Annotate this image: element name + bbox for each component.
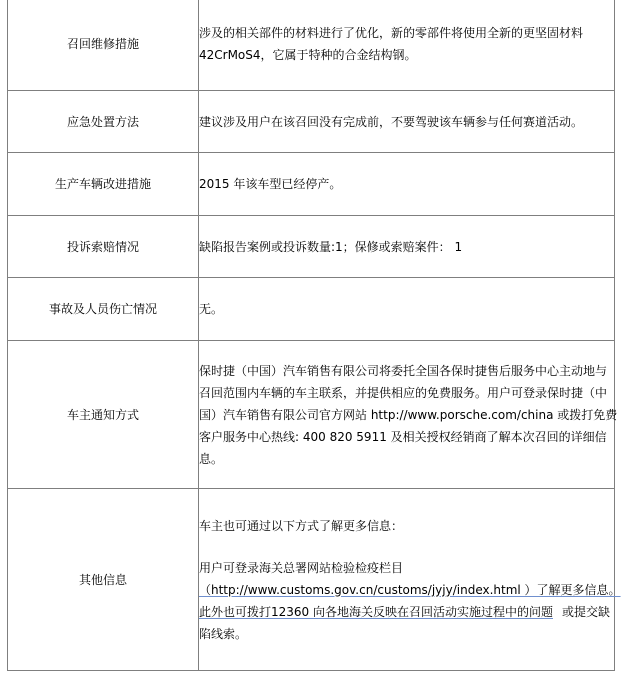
last-line: 陷线索。 bbox=[199, 626, 248, 641]
row-value bbox=[199, 153, 615, 216]
row-value bbox=[199, 0, 615, 91]
row-label: 生产车辆改进措施 bbox=[8, 153, 199, 216]
customs-url-line bbox=[199, 579, 621, 601]
customs-website-link[interactable]: （http://www.customs.gov.cn/customs/jyjy/index.html ）了解更多信息。 bbox=[199, 582, 621, 597]
hotline-text: 此外也可拨打12360 向各地海关反映在召回活动实施过程中的问题 bbox=[199, 604, 553, 619]
value-line: 国）汽车销售有限公司官方网站 http://www.porsche.com/china 或拨打免费 bbox=[199, 407, 618, 422]
row-value bbox=[199, 216, 615, 278]
value-line: 息。 bbox=[199, 451, 224, 466]
table-row bbox=[8, 0, 615, 91]
row-label: 投诉索赔情况 bbox=[8, 216, 199, 278]
row-label: 召回维修措施 bbox=[8, 0, 199, 91]
value-line: 无。 bbox=[199, 302, 224, 316]
row-value bbox=[199, 341, 618, 489]
value-line: 召回范围内车辆的车主联系，并提供相应的免费服务。用户可登录保时捷（中 bbox=[199, 385, 608, 400]
table-row bbox=[8, 278, 615, 341]
customs-line: 用户可登录海关总署网站检验检疫栏目 bbox=[199, 560, 404, 575]
value-line: 客户服务中心热线: 400 820 5911 及相关授权经销商了解本次召回的详细信 bbox=[199, 429, 607, 444]
table-row bbox=[8, 341, 615, 489]
hotline-line bbox=[199, 601, 614, 623]
row-value bbox=[199, 278, 615, 341]
row-label: 其他信息 bbox=[8, 489, 199, 671]
other-info-intro: 车主也可通过以下方式了解更多信息： bbox=[199, 518, 404, 533]
table-row bbox=[8, 91, 615, 153]
table-row bbox=[8, 489, 615, 671]
hotline-suffix: 或提交缺 bbox=[562, 604, 611, 619]
blank-line bbox=[199, 537, 614, 557]
row-label: 车主通知方式 bbox=[8, 341, 199, 489]
recall-info-table bbox=[7, 0, 621, 671]
value-line: 涉及的相关部件的材料进行了优化，新的零部件将使用全新的更坚固材料 bbox=[199, 25, 584, 40]
row-value bbox=[199, 91, 615, 153]
value-line: 2015 年该车型已经停产。 bbox=[199, 177, 342, 191]
row-label: 事故及人员伤亡情况 bbox=[8, 278, 199, 341]
value-line: 缺陷报告案例或投诉数量:1；保修或索赔案件： 1 bbox=[199, 239, 463, 254]
table-row bbox=[8, 153, 615, 216]
value-line: 42CrMoS4，它属于特种的合金结构钢。 bbox=[199, 47, 417, 62]
value-line: 保时捷（中国）汽车销售有限公司将委托全国各保时捷售后服务中心主动地与 bbox=[199, 363, 608, 378]
value-line: 建议涉及用户在该召回没有完成前，不要驾驶该车辆参与任何赛道活动。 bbox=[199, 114, 584, 129]
table-row bbox=[8, 216, 615, 278]
row-label: 应急处置方法 bbox=[8, 91, 199, 153]
row-value bbox=[199, 489, 621, 671]
